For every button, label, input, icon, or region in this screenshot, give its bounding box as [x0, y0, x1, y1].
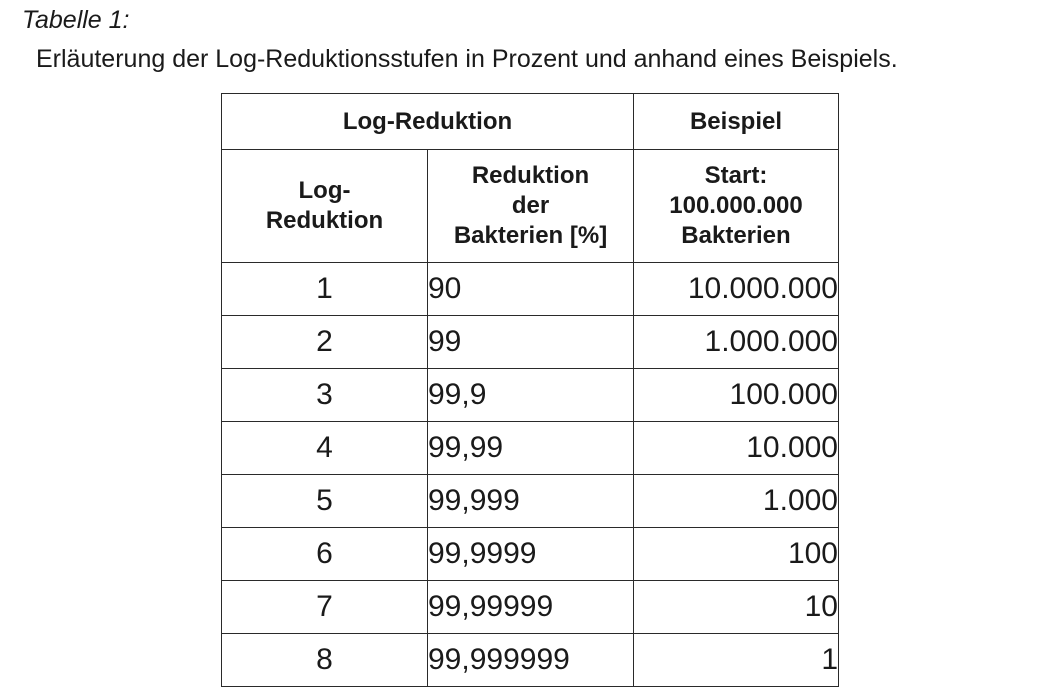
- table-caption: Tabelle 1:: [22, 6, 130, 34]
- table-row: [222, 581, 839, 634]
- cell-example: 10.000.000: [634, 263, 839, 316]
- table-row: [222, 475, 839, 528]
- cell-percent: 99,99999: [428, 581, 634, 634]
- column-header-percent-line: der: [511, 192, 550, 219]
- column-header-start-line: 100.000.000: [669, 192, 803, 219]
- cell-example: 10: [634, 581, 839, 634]
- group-header-log-reduction: Log-Reduktion: [222, 94, 634, 150]
- cell-example: 1.000.000: [634, 316, 839, 369]
- cell-percent: 90: [428, 263, 634, 316]
- cell-percent: 99,999: [428, 475, 634, 528]
- cell-log: 7: [222, 581, 428, 634]
- cell-example: 100.000: [634, 369, 839, 422]
- column-header-percent-line: Reduktion: [471, 162, 590, 189]
- log-reduction-table: [221, 93, 839, 687]
- cell-percent: 99,99: [428, 422, 634, 475]
- cell-log: 5: [222, 475, 428, 528]
- cell-percent: 99,9: [428, 369, 634, 422]
- column-header-row: [222, 150, 839, 263]
- table-row: [222, 634, 839, 687]
- cell-example: 10.000: [634, 422, 839, 475]
- table-row: [222, 528, 839, 581]
- column-header-start-line: Bakterien: [681, 222, 791, 249]
- group-header-example: Beispiel: [634, 94, 839, 150]
- cell-log: 2: [222, 316, 428, 369]
- cell-example: 1: [634, 634, 839, 687]
- column-header-start-line: Start:: [704, 162, 768, 189]
- cell-log: 1: [222, 263, 428, 316]
- cell-log: 6: [222, 528, 428, 581]
- column-header-start: [634, 150, 839, 263]
- table-description: Erläuterung der Log-Reduktionsstufen in Prozent und anhand eines Beispiels.: [36, 45, 898, 73]
- cell-percent: 99: [428, 316, 634, 369]
- table-row: [222, 369, 839, 422]
- table-row: [222, 263, 839, 316]
- group-header-row: [222, 94, 839, 150]
- cell-example: 1.000: [634, 475, 839, 528]
- table-row: [222, 316, 839, 369]
- column-header-log-line: Log-: [298, 177, 351, 204]
- table-row: [222, 422, 839, 475]
- cell-percent: 99,999999: [428, 634, 634, 687]
- cell-percent: 99,9999: [428, 528, 634, 581]
- column-header-percent: [428, 150, 634, 263]
- cell-log: 3: [222, 369, 428, 422]
- column-header-log: [222, 150, 428, 263]
- cell-log: 4: [222, 422, 428, 475]
- cell-example: 100: [634, 528, 839, 581]
- column-header-log-line: Reduktion: [265, 207, 384, 234]
- cell-log: 8: [222, 634, 428, 687]
- column-header-percent-line: Bakterien [%]: [453, 222, 608, 249]
